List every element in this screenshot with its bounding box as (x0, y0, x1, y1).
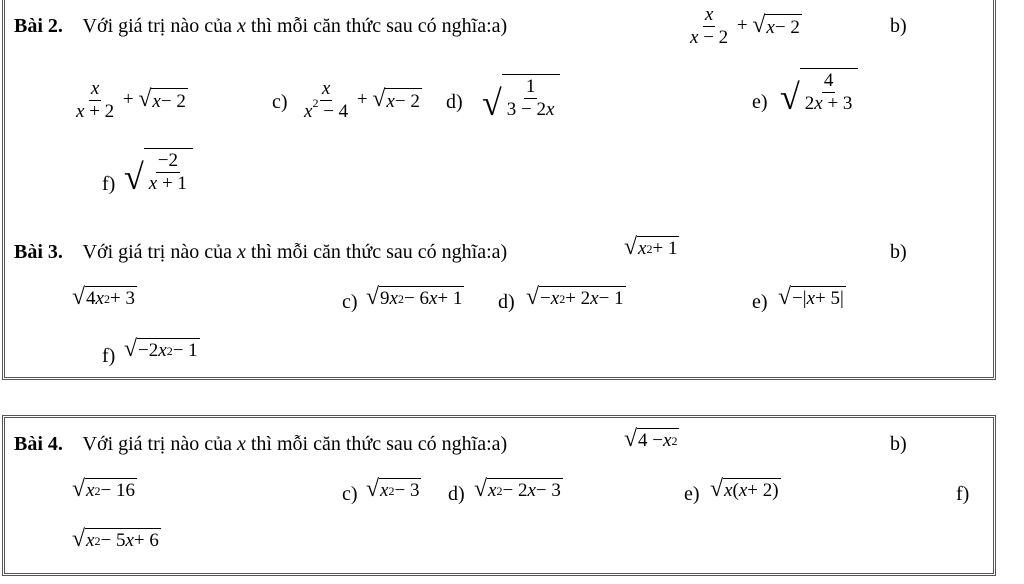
bai4-expr-c-math: √ x 2 − 3 (366, 476, 420, 502)
bai2-var: x (236, 15, 246, 37)
bai4-expr-e-math: √ x ( x + 2) (710, 476, 779, 502)
bai2-expr-b-math: $\frac{x}{x + 2}$ + √ x − 2 (76, 78, 186, 122)
bai2-expr-d (482, 74, 560, 121)
bai3-expr-c-math: √ 9 x 2 − 6 x + 1 (366, 284, 463, 310)
bai4-expr-d (474, 478, 563, 502)
bai3-label-b: b) (890, 241, 907, 263)
bai4-question-text-2: thì mỗi căn thức sau có nghĩa:a) (250, 433, 508, 455)
bai4-heading (14, 434, 507, 454)
bai4-expr-d-math: √ x 2 − 2 x − 3 (474, 476, 561, 502)
bai4-expr-f (72, 528, 161, 552)
bai3-expr-a-math: √ x 2 + 1 (624, 234, 678, 260)
bai4-expr-f-math: √ x 2 − 5 x + 6 (72, 526, 159, 552)
bai3-label-d: d) (498, 291, 515, 313)
bai4-expr-b (72, 478, 137, 502)
bai3-expr-d-math: √ − x 2 + 2 x − 1 (526, 284, 624, 310)
bai2-label-b: b) (890, 15, 907, 37)
bai3-expr-d (526, 286, 626, 310)
bai3-expr-e-math: √ −| x + 5| (778, 284, 844, 310)
bai4-title: Bài 4. (14, 433, 63, 455)
bai3-expr-f (124, 338, 200, 362)
bai2-expr-e (780, 68, 858, 115)
bai3-expr-e (778, 286, 846, 310)
bai3-expr-b (72, 286, 137, 310)
bai3-question-text: Với giá trị nào của (82, 241, 232, 263)
bai3-expr-c (366, 286, 464, 310)
bai4-expr-b-math: √ x 2 − 16 (72, 476, 135, 502)
bai4-expr-a (624, 428, 679, 452)
bai2-expr-c (300, 78, 422, 123)
bai2-label-e: e) (752, 91, 768, 113)
bai2-expr-a-math: $\frac{x}{x - 2}$ + √ x − 2 (690, 4, 800, 48)
bai3-expr-a (624, 236, 679, 260)
bai4-expr-c (366, 478, 421, 502)
bai3-label-e: e) (752, 291, 768, 313)
bai4-label-c: c) (342, 483, 358, 505)
bai2-expr-f-math: √ $\frac{-2}{x + 1}$ (124, 160, 193, 181)
bai3-label-c: c) (342, 291, 358, 313)
bai2-label-c: c) (272, 91, 288, 113)
bai4-label-e: e) (684, 483, 700, 505)
bai4-label-b: b) (890, 433, 907, 455)
bai4-var: x (236, 433, 246, 455)
bai3-title: Bài 3. (14, 241, 63, 263)
bai2-question-text: Với giá trị nào của (82, 15, 232, 37)
bai2-expr-c-math: $\frac{x}{x^2 - 4}$ + √ x − 2 (304, 78, 420, 122)
bai4-label-d: d) (448, 483, 465, 505)
bai2-expr-e-math: √ $\frac{4}{2x + 3}$ (780, 80, 858, 101)
bai3-question-text-2: thì mỗi căn thức sau có nghĩa:a) (250, 241, 508, 263)
bai2-heading (14, 16, 507, 36)
bai4-question-text: Với giá trị nào của (82, 433, 232, 455)
bai2-expr-f (124, 148, 193, 195)
bai3-heading (14, 242, 507, 262)
bai3-var: x (236, 241, 246, 263)
bai3-expr-f-math: √ −2 x 2 − 1 (124, 336, 198, 362)
bai3-label-f: f) (102, 345, 116, 367)
bai4-expr-a-math: √ 4 − x 2 (624, 426, 678, 452)
bai2-label-f: f) (102, 173, 116, 195)
bai4-expr-e (710, 478, 781, 502)
bai2-label-d: d) (446, 91, 463, 113)
bai2-title: Bài 2. (14, 15, 63, 37)
bai3-expr-b-math: √ 4 x 2 + 3 (72, 284, 135, 310)
bai2-question-text-2: thì mỗi căn thức sau có nghĩa:a) (250, 15, 508, 37)
bai4-label-f: f) (956, 483, 970, 505)
bai2-expr-d-math: √ $\frac{1}{3 - 2x}$ (482, 86, 560, 107)
bai2-expr-a (686, 4, 802, 49)
bai2-expr-b (72, 78, 188, 123)
